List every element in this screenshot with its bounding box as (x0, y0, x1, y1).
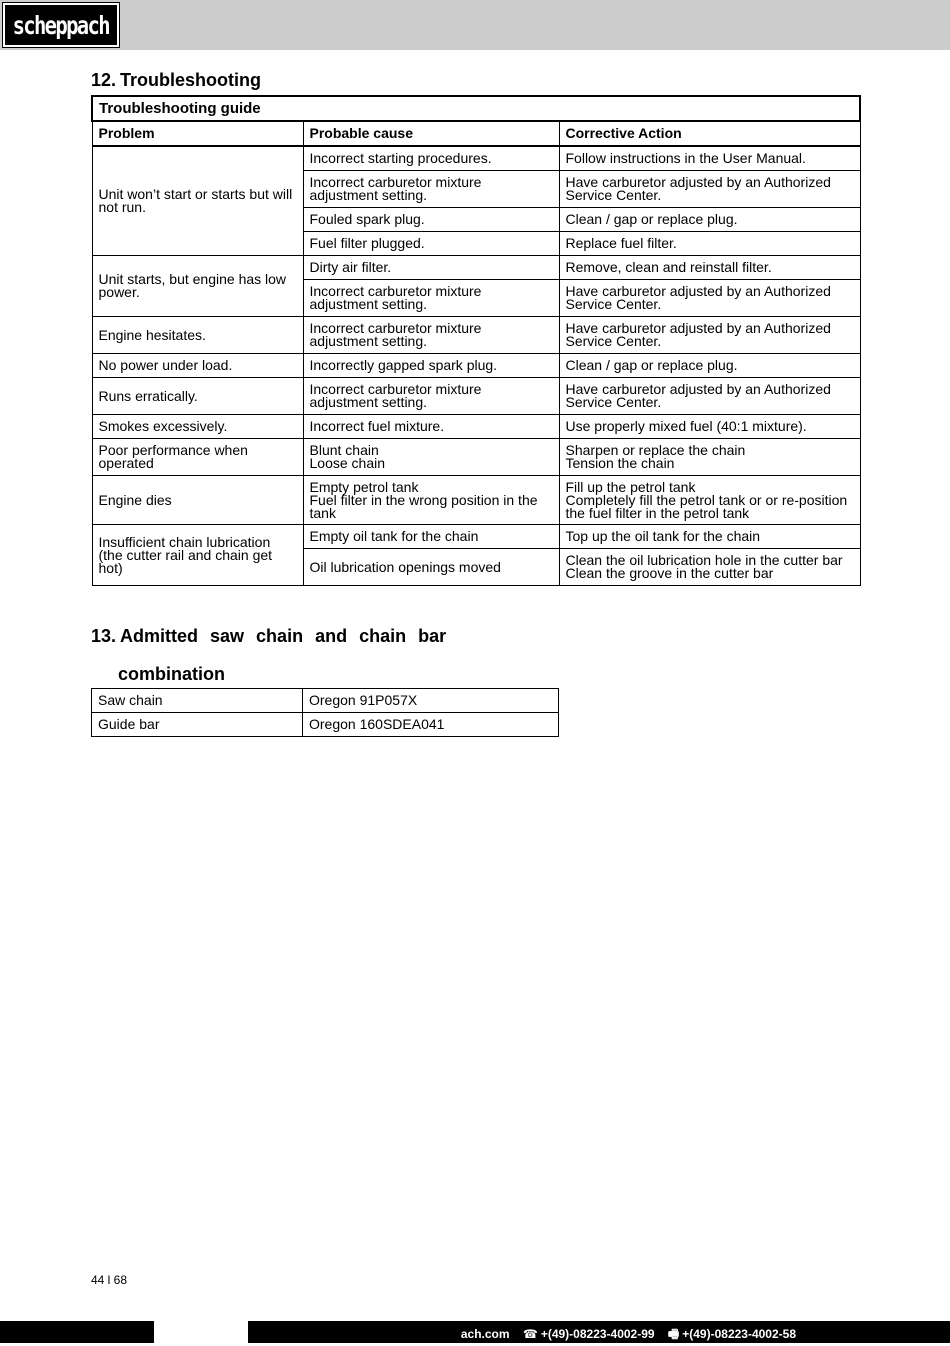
action-cell: Use properly mixed fuel (40:1 mixture). (559, 415, 860, 439)
table-row (92, 439, 860, 476)
logo-text: scheppach (12, 10, 110, 40)
action-cell: Follow instructions in the User Manual. (559, 146, 860, 171)
cause-cell: Incorrectly gapped spark plug. (303, 354, 559, 378)
cause-cell: Incorrect fuel mixture. (303, 415, 559, 439)
column-header-problem: Problem (92, 121, 303, 146)
section-13-title-line2 (118, 664, 225, 685)
section-12-heading: Troubleshooting (120, 70, 262, 90)
section-13-title (91, 626, 446, 647)
cause-cell: Incorrect carburetor mixture adjustment setting. (303, 317, 559, 354)
table-row (92, 415, 860, 439)
cause-cell: Fuel filter plugged. (303, 232, 559, 256)
cause-cell: Empty oil tank for the chain (303, 525, 559, 549)
table-row (92, 256, 860, 280)
chain-bar-combination-table (91, 688, 559, 737)
footer-web: ach.com (460, 1327, 510, 1341)
footer-contact (451, 1325, 796, 1346)
combo-label-cell: Guide bar (92, 713, 303, 737)
problem-cell: Unit won’t start or starts but will not run. (92, 146, 303, 256)
section-13-heading-line1: Admitted saw chain and chain bar (120, 626, 447, 646)
problem-cell: Poor performance when operated (92, 439, 303, 476)
combo-value-cell: Oregon 91P057X (303, 689, 559, 713)
cause-cell: Incorrect starting procedures. (303, 146, 559, 171)
fax-icon: 🖷 (667, 1327, 680, 1341)
cause-cell: Incorrect carburetor mixture adjustment setting. (303, 378, 559, 415)
action-cell: Have carburetor adjusted by an Authorized Service Center. (559, 378, 860, 415)
cause-cell: Incorrect carburetor mixture adjustment setting. (303, 171, 559, 208)
troubleshooting-table-title: Troubleshooting guide (92, 96, 860, 121)
problem-cell: Insufficient chain lubrication (the cutter rail and chain get hot) (92, 525, 303, 586)
footer-fax: +(49)-08223-4002-58 (682, 1327, 796, 1341)
cause-cell: Dirty air filter. (303, 256, 559, 280)
problem-cell: Runs erratically. (92, 378, 303, 415)
table-row (92, 525, 860, 549)
section-12-title (91, 70, 261, 91)
problem-cell: Smokes excessively. (92, 415, 303, 439)
problem-cell: No power under load. (92, 354, 303, 378)
phone-icon: ☎ (522, 1327, 538, 1341)
table-row (92, 689, 559, 713)
cause-cell: Oil lubrication openings moved (303, 549, 559, 586)
table-row (92, 354, 860, 378)
action-cell: Have carburetor adjusted by an Authorized Service Center. (559, 280, 860, 317)
section-13-number: 13. (91, 626, 117, 646)
header-band (0, 0, 950, 50)
action-cell: Replace fuel filter. (559, 232, 860, 256)
footer-gap (154, 1321, 248, 1343)
problem-cell: Engine dies (92, 476, 303, 525)
action-cell: Have carburetor adjusted by an Authorized Service Center. (559, 171, 860, 208)
action-cell: Remove, clean and reinstall filter. (559, 256, 860, 280)
column-header-cause: Probable cause (303, 121, 559, 146)
troubleshooting-table (91, 95, 861, 586)
action-cell: Clean the oil lubrication hole in the cutter bar Clean the groove in the cutter bar (559, 549, 860, 586)
table-row (92, 476, 860, 525)
combo-label-cell: Saw chain (92, 689, 303, 713)
action-cell: Fill up the petrol tank Completely fill the petrol tank or or re-position the fuel filter in the petrol tank (559, 476, 860, 525)
page-number: 44 l 68 (91, 1273, 128, 1287)
section-13-heading-line2: combination (118, 664, 225, 684)
footer-phone: +(49)-08223-4002-99 (540, 1327, 655, 1341)
table-row (92, 317, 860, 354)
action-cell: Clean / gap or replace plug. (559, 208, 860, 232)
cause-cell: Fouled spark plug. (303, 208, 559, 232)
table-row (92, 713, 559, 737)
problem-cell: Unit starts, but engine has low power. (92, 256, 303, 317)
table-row (92, 378, 860, 415)
cause-cell: Blunt chain Loose chain (303, 439, 559, 476)
table-row (92, 146, 860, 171)
action-cell: Sharpen or replace the chain Tension the chain (559, 439, 860, 476)
column-header-action: Corrective Action (559, 121, 860, 146)
action-cell: Clean / gap or replace plug. (559, 354, 860, 378)
brand-logo (3, 3, 119, 47)
action-cell: Top up the oil tank for the chain (559, 525, 860, 549)
cause-cell: Incorrect carburetor mixture adjustment setting. (303, 280, 559, 317)
action-cell: Have carburetor adjusted by an Authorized Service Center. (559, 317, 860, 354)
combo-value-cell: Oregon 160SDEA041 (303, 713, 559, 737)
cause-cell: Empty petrol tank Fuel filter in the wrong position in the tank (303, 476, 559, 525)
section-12-number: 12. (91, 70, 117, 90)
problem-cell: Engine hesitates. (92, 317, 303, 354)
footer-bar (0, 1321, 950, 1343)
